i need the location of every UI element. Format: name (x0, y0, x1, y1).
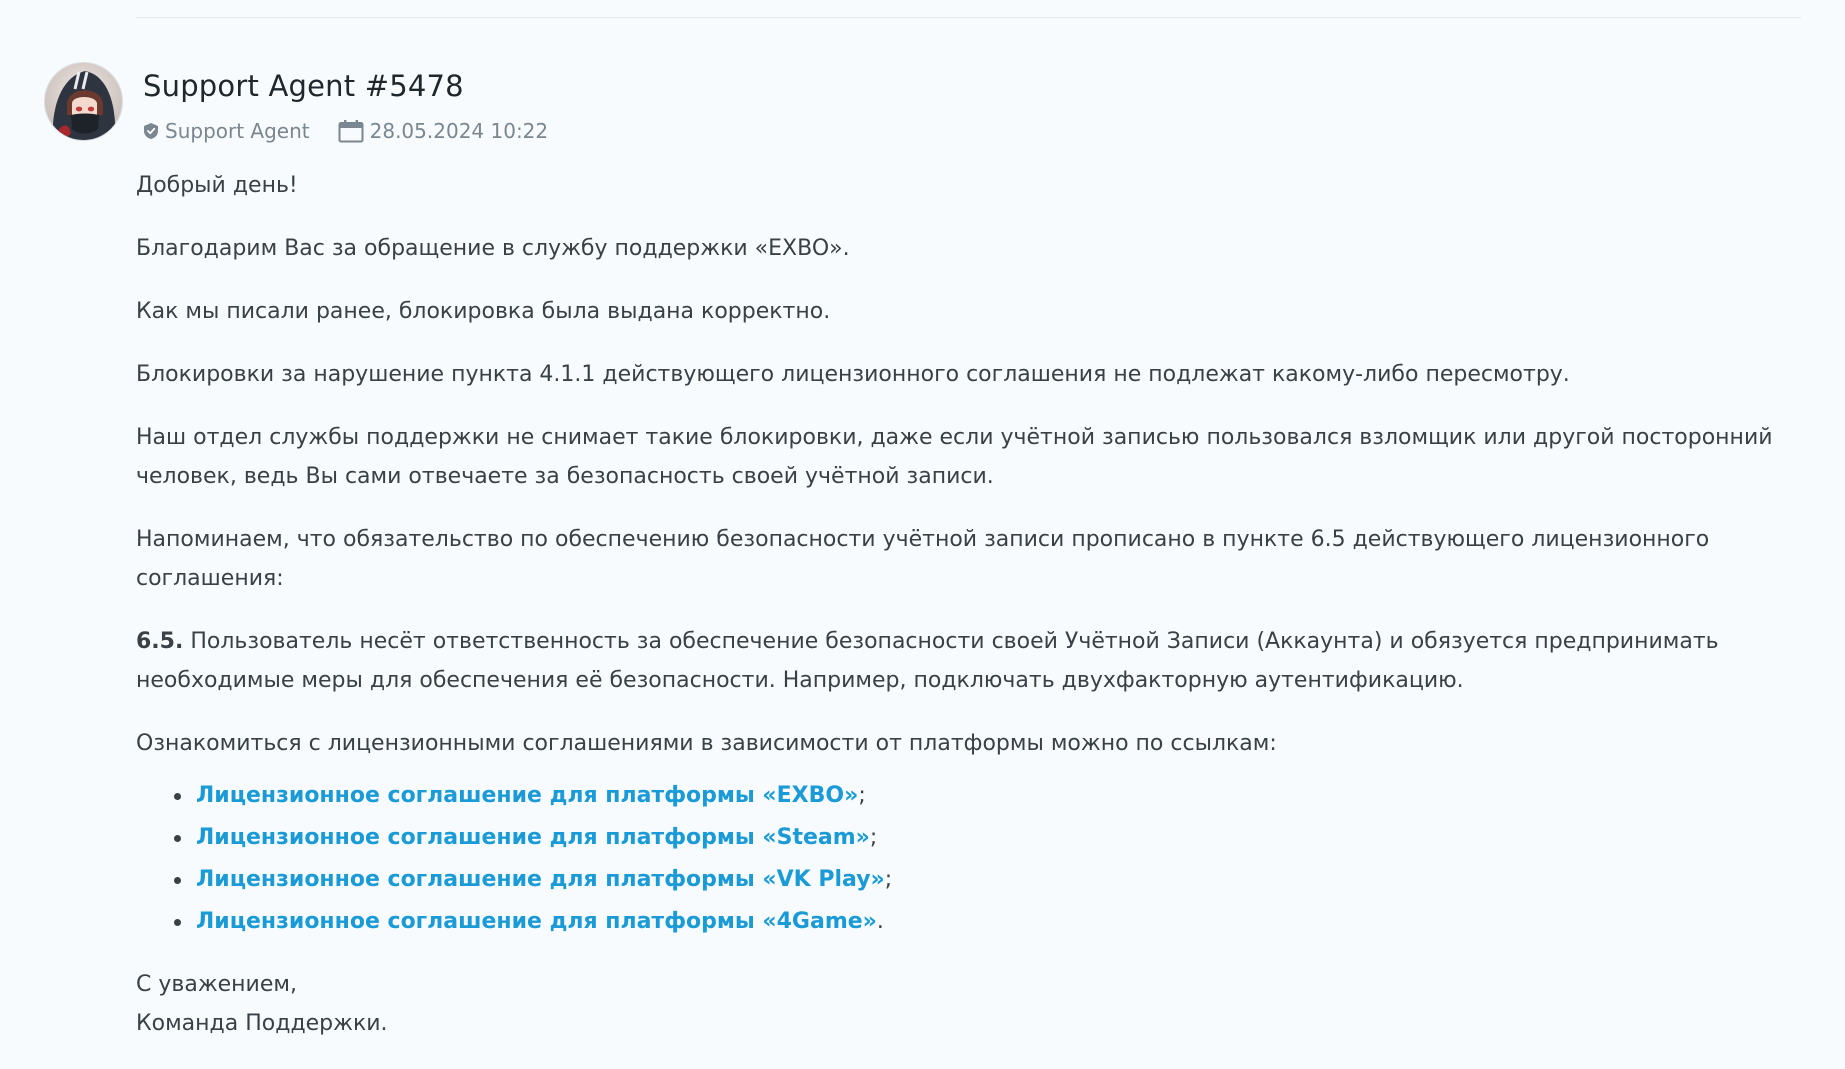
link-4game-license[interactable]: Лицензионное соглашение для платформы «4Game» (196, 909, 877, 934)
signoff-line-2: Команда Поддержки. (136, 1011, 388, 1036)
paragraph-block-correct: Как мы писали ранее, блокировка была выдана корректно. (136, 299, 831, 324)
greeting: Добрый день! (136, 173, 298, 198)
role-label: Support Agent (165, 119, 310, 143)
link-vkplay-license[interactable]: Лицензионное соглашение для платформы «VK Play» (196, 867, 885, 892)
link-suffix: . (876, 909, 884, 934)
clause-number: 6.5. (136, 629, 184, 654)
paragraph-thanks: Благодарим Вас за обращение в службу поддержки «EXBO». (136, 236, 850, 261)
signoff (136, 965, 1801, 1043)
list-item (196, 859, 1801, 901)
clause-text: Пользователь несёт ответственность за обеспечение безопасности своей Учётной Записи (Аккаунта) и обязуется предпринимать необходимые меры для обеспечения её безопасности. Например, подключать двухфакторную аутентификацию. (136, 629, 1719, 693)
clause-quote (136, 622, 1801, 700)
post-date (338, 119, 549, 143)
paragraph-reminder: Напоминаем, что обязательство по обеспечению безопасности учётной записи прописано в пункте 6.5 действующего лицензионного соглашения: (136, 527, 1710, 591)
shield-icon (143, 122, 159, 140)
message-body (136, 166, 1801, 1043)
author-name[interactable]: Support Agent #5478 (143, 69, 464, 103)
license-links-list (136, 775, 1801, 943)
list-item (196, 901, 1801, 943)
paragraph-responsibility: Наш отдел службы поддержки не снимает такие блокировки, даже если учётной записью пользовался взломщик или другой посторонний человек, ведь Вы сами отвечаете за безопасность своей учётной записи. (136, 425, 1773, 489)
avatar-image (45, 63, 122, 140)
list-item (196, 775, 1801, 817)
paragraph-links-intro: Ознакомиться с лицензионными соглашениями в зависимости от платформы можно по ссылкам: (136, 731, 1277, 756)
link-suffix: ; (884, 867, 893, 892)
link-steam-license[interactable]: Лицензионное соглашение для платформы «Steam» (196, 825, 870, 850)
link-suffix: ; (858, 783, 866, 808)
paragraph-no-review: Блокировки за нарушение пункта 4.1.1 действующего лицензионного соглашения не подлежат какому-либо пересмотру. (136, 362, 1570, 387)
top-divider (136, 17, 1801, 18)
link-suffix: ; (869, 825, 878, 850)
role-badge (143, 119, 310, 143)
post-date-text: 28.05.2024 10:22 (369, 119, 549, 143)
list-item (196, 817, 1801, 859)
link-exbo-license[interactable]: Лицензионное соглашение для платформы «EXBO» (196, 783, 859, 808)
post-meta (143, 116, 548, 146)
avatar[interactable] (45, 63, 122, 140)
signoff-line-1: С уважением, (136, 972, 297, 997)
calendar-icon (338, 119, 364, 143)
